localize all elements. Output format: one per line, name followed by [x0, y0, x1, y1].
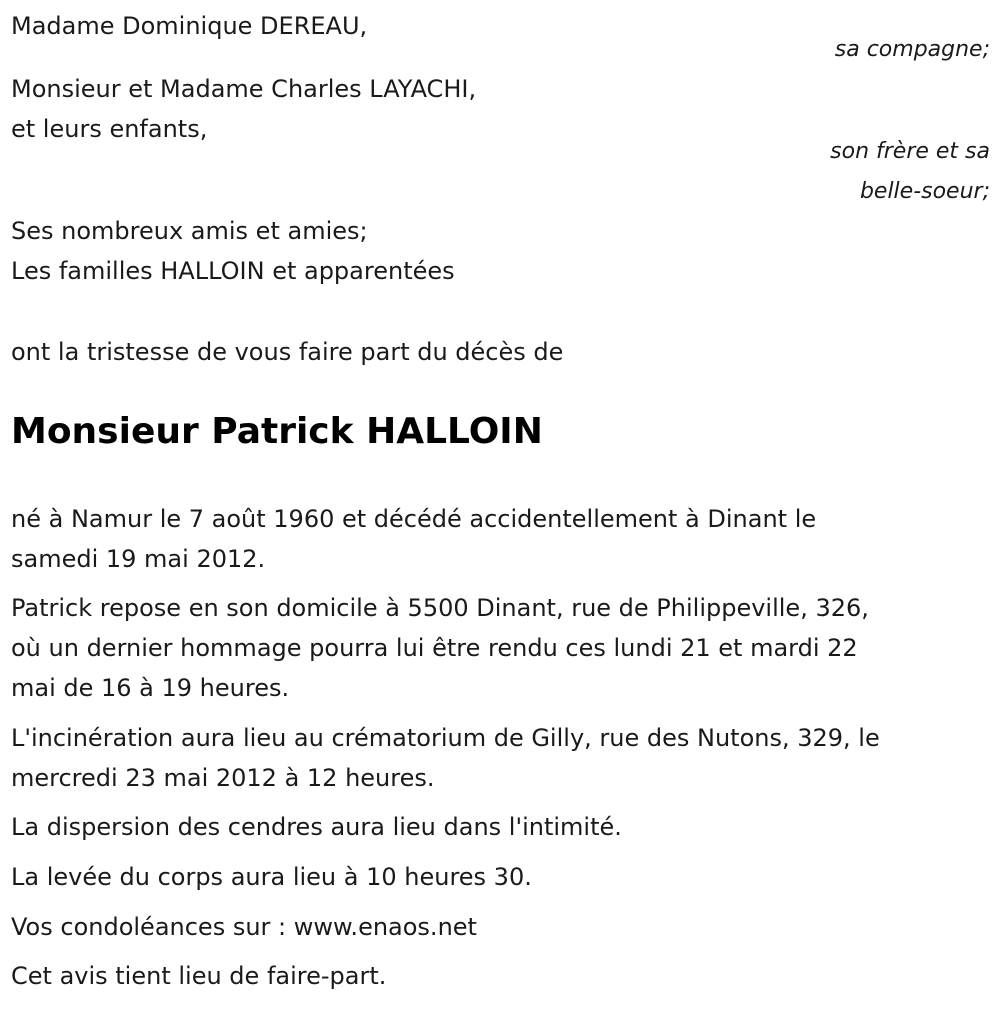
condoleances-text: Vos condoléances sur : www.enaos.net — [11, 913, 477, 941]
birth-death-line1: né à Namur le 7 août 1960 et décédé accidentellement à Dinant le — [11, 505, 817, 533]
family-friends: Ses nombreux amis et amies; — [11, 217, 368, 245]
repose-line3: mai de 16 à 19 heures. — [11, 674, 290, 702]
family-member-compagne: Madame Dominique DEREAU, — [11, 12, 368, 40]
levee-text: La levée du corps aura lieu à 10 heures 30. — [11, 863, 532, 891]
family-relatives: Les familles HALLOIN et apparentées — [11, 257, 455, 285]
relation-brother-line2: belle-soeur; — [859, 179, 990, 204]
birth-death-line2: samedi 19 mai 2012. — [11, 545, 266, 573]
repose-line1: Patrick repose en son domicile à 5500 Dinant, rue de Philippeville, 326, — [11, 594, 869, 622]
relation-brother-line1: son frère et sa — [830, 139, 990, 164]
incineration-line1: L'incinération aura lieu au crématorium de Gilly, rue des Nutons, 329, le — [11, 724, 880, 752]
incineration-line2: mercredi 23 mai 2012 à 12 heures. — [11, 764, 435, 792]
announcement-text: ont la tristesse de vous faire part du décès de — [11, 338, 564, 366]
faire-part-text: Cet avis tient lieu de faire-part. — [11, 962, 387, 990]
deceased-name: Monsieur Patrick HALLOIN — [11, 411, 543, 452]
relation-compagne: sa compagne; — [834, 37, 990, 62]
family-member-children: et leurs enfants, — [11, 115, 208, 143]
family-member-brother: Monsieur et Madame Charles LAYACHI, — [11, 75, 477, 103]
repose-line2: où un dernier hommage pourra lui être rendu ces lundi 21 et mardi 22 — [11, 634, 858, 662]
dispersion-text: La dispersion des cendres aura lieu dans l'intimité. — [11, 813, 622, 841]
